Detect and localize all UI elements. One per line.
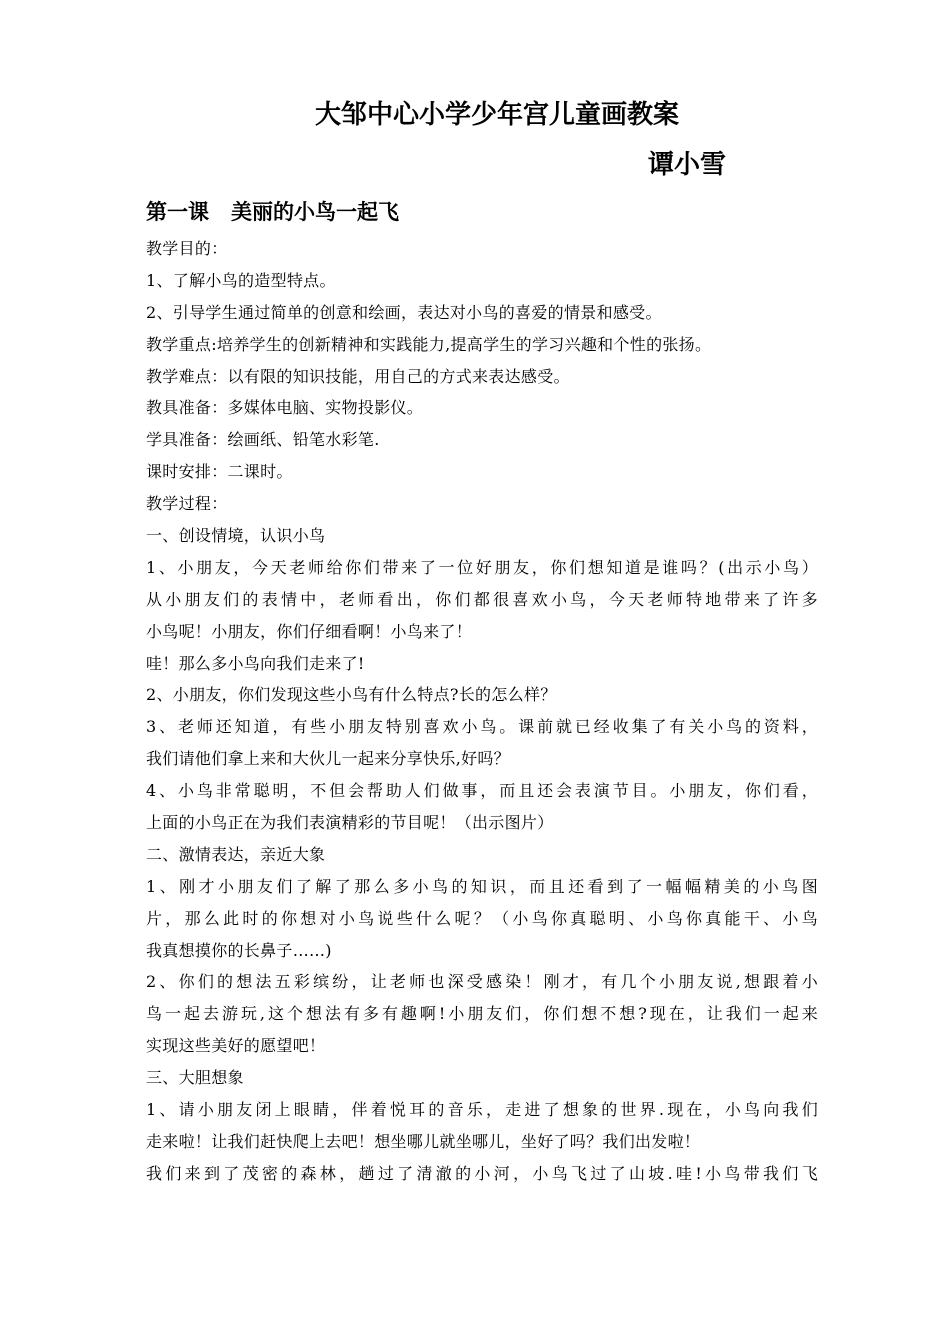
document-author: 谭小雪 xyxy=(648,150,727,180)
text-line: 2、你们的想法五彩缤纷，让老师也深受感染！刚才，有几个小朋友说,想跟着小 xyxy=(146,972,818,992)
lesson-body xyxy=(146,233,818,1190)
text-line: 哇！那么多小鸟向我们走来了! xyxy=(146,653,365,673)
text-line: 我真想摸你的长鼻子……) xyxy=(146,940,332,960)
text-line: 教学重点:培养学生的创新精神和实践能力,提高学生的学习兴趣和个性的张扬。 xyxy=(146,334,712,354)
text-line: 4、小鸟非常聪明，不但会帮助人们做事，而且还会表演节目。小朋友，你们看， xyxy=(146,781,818,801)
document-title: 大邹中心小学少年宫儿童画教案 xyxy=(315,100,680,130)
lesson-heading xyxy=(146,198,399,226)
text-line: 教学过程： xyxy=(146,494,228,514)
text-line: 鸟一起去游玩,这个想法有多有趣啊!小朋友们，你们想不想?现在，让我们一起来 xyxy=(146,1004,818,1024)
text-line: 我们请他们拿上来和大伙儿一起来分享快乐,好吗？ xyxy=(146,749,510,769)
section-heading: 一、创设情境，认识小鸟 xyxy=(146,526,326,546)
text-line: 1、请小朋友闭上眼睛，伴着悦耳的音乐，走进了想象的世界.现在，小鸟向我们 xyxy=(146,1100,818,1120)
lesson-name: 美丽的小鸟一起飞 xyxy=(231,200,399,224)
text-line: 2、引导学生通过简单的创意和绘画，表达对小鸟的喜爱的情景和感受。 xyxy=(146,302,662,322)
section-heading: 二、激情表达，亲近大象 xyxy=(146,844,326,864)
text-line: 我们来到了茂密的森林，趟过了清澈的小河，小鸟飞过了山坡.哇!小鸟带我们飞 xyxy=(146,1163,818,1183)
lesson-number: 第一课 xyxy=(146,200,209,224)
text-line: 教学目的： xyxy=(146,239,228,258)
text-line: 教学难点：以有限的知识技能，用自己的方式来表达感受。 xyxy=(146,366,570,386)
text-line: 课时安排：二课时。 xyxy=(146,462,293,482)
text-line: 2、小朋友，你们发现这些小鸟有什么特点?长的怎么样？ xyxy=(146,685,557,705)
text-line: 1、了解小鸟的造型特点。 xyxy=(146,270,336,290)
text-line: 1、小朋友，今天老师给你们带来了一位好朋友，你们想知道是谁吗？(出示小鸟） xyxy=(146,557,818,577)
text-line: 实现这些美好的愿望吧！ xyxy=(146,1036,326,1056)
text-line: 教具准备：多媒体电脑、实物投影仪。 xyxy=(146,398,424,418)
text-line: 1、刚才小朋友们了解了那么多小鸟的知识，而且还看到了一幅幅精美的小鸟图 xyxy=(146,876,818,896)
text-line: 上面的小鸟正在为我们表演精彩的节目呢！（出示图片） xyxy=(146,813,554,833)
text-line: 3、老师还知道，有些小朋友特别喜欢小鸟。课前就已经收集了有关小鸟的资料， xyxy=(146,717,818,737)
text-line: 学具准备：绘画纸、铅笔水彩笔. xyxy=(146,430,380,450)
text-line: 从小朋友们的表情中，老师看出，你们都很喜欢小鸟，今天老师特地带来了许多 xyxy=(146,589,818,609)
text-line: 片，那么此时的你想对小鸟说些什么呢？（小鸟你真聪明、小鸟你真能干、小鸟 xyxy=(146,908,818,928)
text-line: 走来啦！让我们赶快爬上去吧！想坐哪儿就坐哪儿，坐好了吗？我们出发啦！ xyxy=(146,1131,701,1151)
section-heading: 三、大胆想象 xyxy=(146,1068,244,1088)
text-line: 小鸟呢！小朋友，你们仔细看啊！小鸟来了！ xyxy=(146,621,473,641)
